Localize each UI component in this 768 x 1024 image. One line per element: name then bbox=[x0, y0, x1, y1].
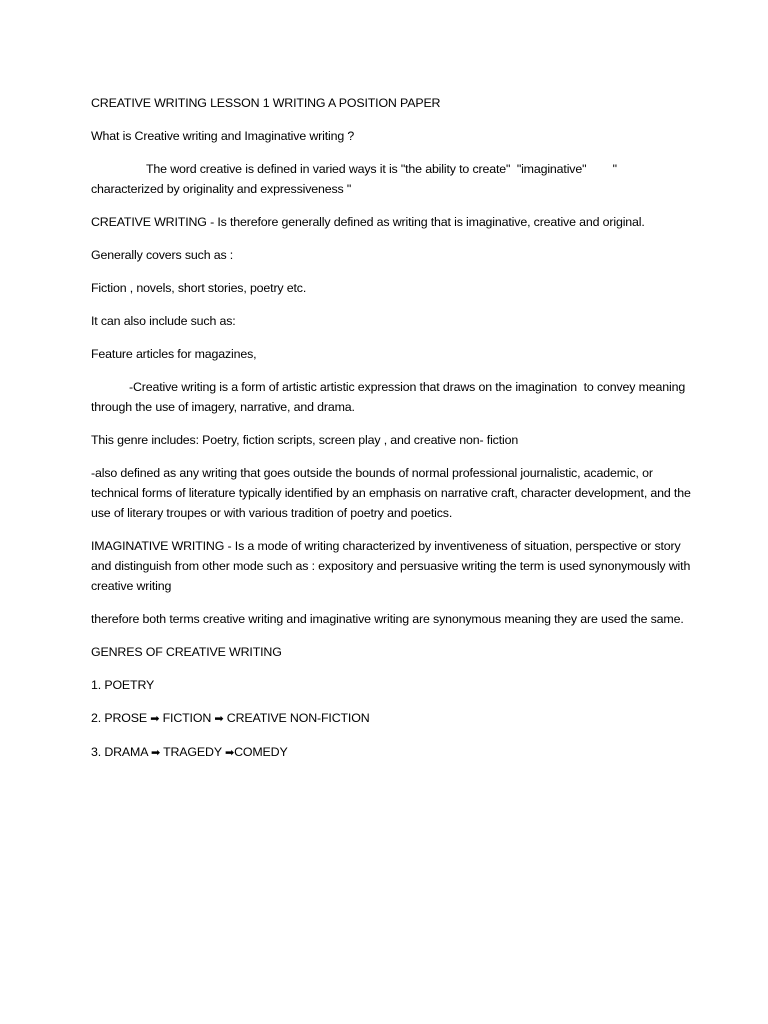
right-arrow-icon: ➡ bbox=[150, 712, 160, 725]
right-arrow-icon: ➡ bbox=[214, 712, 224, 725]
genre-poetry: 1. POETRY bbox=[91, 678, 155, 692]
include-heading: It can also include such as: bbox=[91, 314, 236, 328]
genres-heading: GENRES OF CREATIVE WRITING bbox=[91, 645, 282, 659]
document-title: CREATIVE WRITING LESSON 1 WRITING A POSITION PAPER bbox=[91, 96, 441, 110]
right-arrow-icon: ➡ bbox=[225, 746, 235, 759]
genre-includes-line: This genre includes: Poetry, fiction scripts, screen play , and creative non- fiction bbox=[91, 433, 519, 447]
genre-drama bbox=[91, 742, 691, 763]
include-list: Feature articles for magazines, bbox=[91, 347, 257, 361]
question-line: What is Creative writing and Imaginative writing ? bbox=[91, 129, 355, 143]
genre-drama-label: 3. DRAMA bbox=[91, 745, 151, 759]
definition-intro: The word creative is defined in varied ways it is "the ability to create" "imaginative" " characterized by originality and expressiveness " bbox=[91, 162, 621, 196]
genre-drama-comedy: COMEDY bbox=[234, 745, 288, 759]
imaginative-writing-definition: IMAGINATIVE WRITING - Is a mode of writing characterized by inventiveness of situation, perspective or story and distinguish from other mode such as : expository and persuasive writing the term is used synonymously with creative writing bbox=[91, 539, 694, 593]
right-arrow-icon: ➡ bbox=[150, 746, 161, 759]
genre-prose-nonfiction: CREATIVE NON-FICTION bbox=[223, 711, 370, 725]
covers-list: Fiction , novels, short stories, poetry etc. bbox=[91, 281, 307, 295]
genre-prose bbox=[91, 708, 691, 729]
genre-drama-tragedy: TRAGEDY bbox=[160, 745, 225, 759]
covers-heading: Generally covers such as : bbox=[91, 248, 234, 262]
genre-prose-fiction: FICTION bbox=[159, 711, 215, 725]
document-body bbox=[91, 93, 694, 776]
synonymous-paragraph: therefore both terms creative writing and imaginative writing are synonymous meaning they are used the same. bbox=[91, 612, 684, 626]
also-defined-paragraph: -also defined as any writing that goes outside the bounds of normal professional journalistic, academic, or technical forms of literature typically identified by an emphasis on narrative craft, character development, and the use of literary troupes or with various tradition of poetry and poetics. bbox=[91, 466, 694, 520]
genre-prose-label: 2. PROSE bbox=[91, 711, 151, 725]
artistic-expression-paragraph: -Creative writing is a form of artistic artistic expression that draws on the imagination to convey meaning through the use of imagery, narrative, and drama. bbox=[91, 380, 689, 414]
creative-writing-definition: CREATIVE WRITING - Is therefore generally defined as writing that is imaginative, creative and original. bbox=[91, 215, 645, 229]
